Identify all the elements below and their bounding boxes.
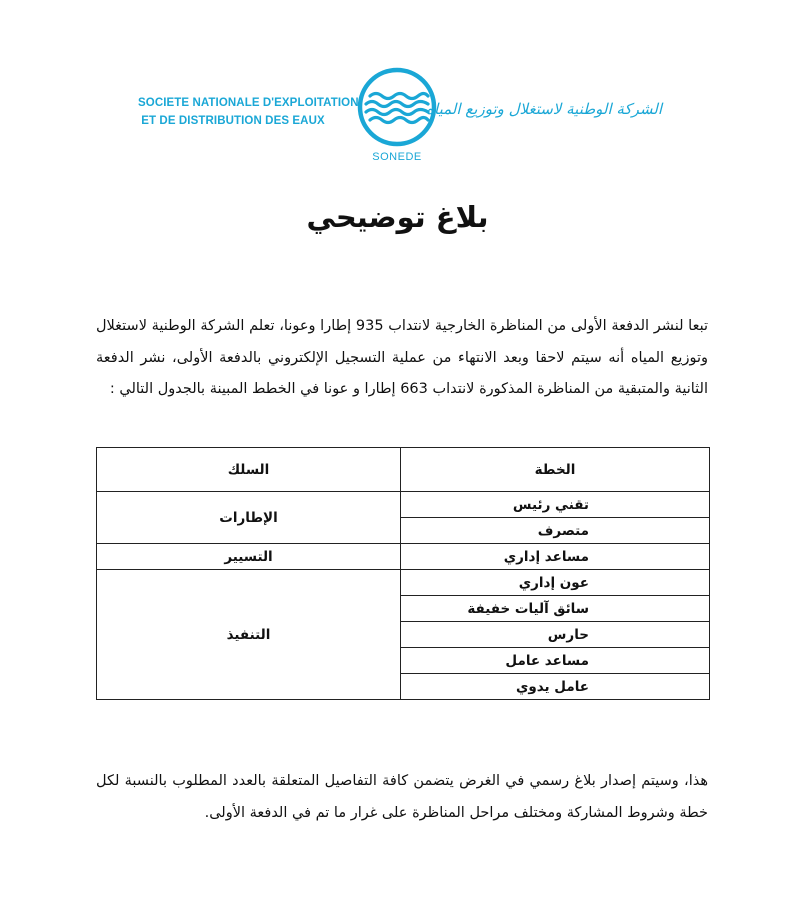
- table-row: [97, 544, 710, 570]
- column-header-plan: الخطة: [401, 448, 710, 492]
- plan-cell: مساعد إداري: [401, 544, 710, 570]
- table-row: [97, 570, 710, 596]
- organization-name-french-line2: ET DE DISTRIBUTION DES EAUX: [141, 115, 325, 127]
- closing-paragraph: هذا، وسيتم إصدار بلاغ رسمي في الغرض يتضمن كافة التفاصيل المتعلقة بالعدد المطلوب بالنسبة لكل خطة وشروط المشاركة ومختلف مراحل المناظرة على غرار ما تم في الدفعة الأولى.: [96, 773, 708, 821]
- table-row: [97, 492, 710, 518]
- corps-cell: التنفيذ: [97, 570, 401, 700]
- corps-cell: التسيير: [97, 544, 401, 570]
- plan-cell: سائق آليات خفيفة: [401, 596, 710, 622]
- plan-cell: عون إداري: [401, 570, 710, 596]
- plan-cell: مساعد عامل: [401, 648, 710, 674]
- intro-paragraph: تبعا لنشر الدفعة الأولى من المناظرة الخارجية لانتداب 935 إطارا وعونا، تعلم الشركة الوطنية لاستغلال وتوزيع المياه أنه سيتم لاحقا وبعد الانتهاء من عملية التسجيل الإلكتروني بالدفعة الأولى، نشر الدفعة الثانية والمتبقية من المناظرة المذكورة لانتداب 663 إطارا و عونا في الخطط المبينة بالجدول التالي :: [96, 318, 708, 397]
- column-header-corps: السلك: [97, 448, 401, 492]
- plan-cell: متصرف: [401, 518, 710, 544]
- organization-name-french: [138, 94, 359, 130]
- plan-cell: عامل يدوي: [401, 674, 710, 700]
- plan-cell: تقني رئيس: [401, 492, 710, 518]
- plans-table: [96, 447, 710, 700]
- corps-cell: الإطارات: [97, 492, 401, 544]
- plan-cell: حارس: [401, 622, 710, 648]
- page-title: بلاغ توضيحي: [306, 200, 489, 234]
- organization-name-arabic: الشركة الوطنية لاستغلال وتوزيع المياه: [426, 100, 662, 118]
- letterhead: [0, 62, 795, 172]
- table-header-row: [97, 448, 710, 492]
- organization-name-french-line1: SOCIETE NATIONALE D'EXPLOITATION: [138, 97, 359, 109]
- logo-wordmark: SONEDE: [372, 151, 422, 163]
